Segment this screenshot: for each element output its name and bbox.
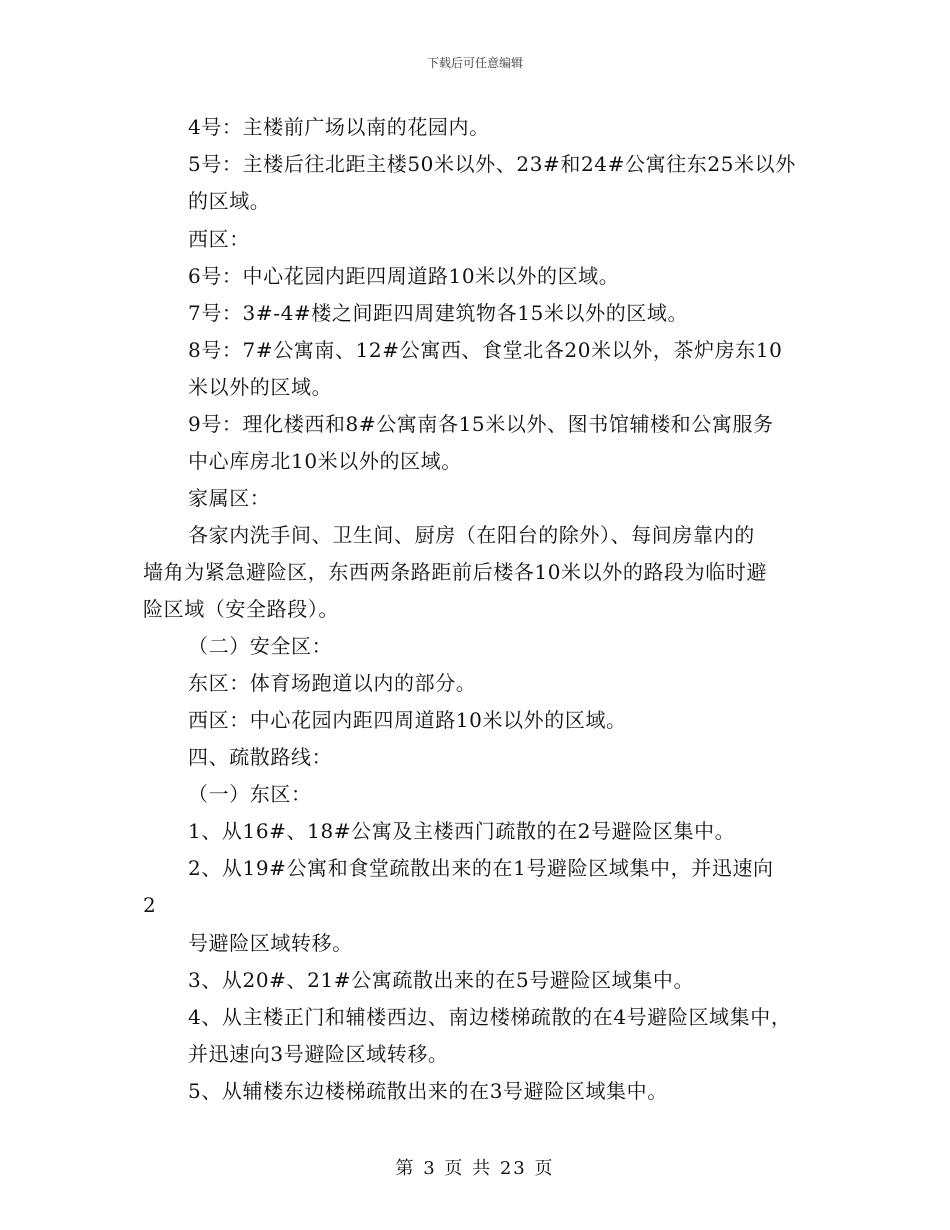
- text-line: 四、疏散路线：: [188, 745, 333, 769]
- text-line: 1、从16#、18#公寓及主楼西门疏散的在2号避险区集中。: [188, 819, 736, 843]
- text-line: 8号：7#公寓南、12#公寓西、食堂北各20米以外，茶炉房东10: [188, 338, 783, 362]
- text-line: 墙角为紧急避险区，东西两条路距前后楼各10米以外的路段为临时避: [143, 560, 768, 584]
- text-line: 东区：体育场跑道以内的部分。: [188, 671, 477, 695]
- text-line: 6号：中心花园内距四周道路10米以外的区域。: [188, 264, 620, 288]
- text-line: 西区：中心花园内距四周道路10米以外的区域。: [188, 708, 627, 732]
- text-line: 2: [143, 893, 157, 917]
- text-line: 5、从辅楼东边楼梯疏散出来的在3号避险区域集中。: [188, 1079, 668, 1103]
- text-line: 各家内洗手间、卫生间、厨房（在阳台的除外）、每间房靠内的: [188, 523, 755, 547]
- text-line: 西区：: [188, 227, 250, 251]
- page-header: 下载后可任意编辑: [426, 56, 523, 70]
- text-line: 9号：理化楼西和8#公寓南各15米以外、图书馆辅楼和公寓服务: [188, 412, 774, 436]
- text-line: 险区域（安全路段）。: [143, 597, 339, 621]
- text-line: 并迅速向3号避险区域转移。: [188, 1042, 449, 1066]
- text-line: （二）安全区：: [188, 634, 333, 658]
- text-line: 米以外的区域。: [188, 375, 333, 399]
- text-line: 中心库房北10米以外的区域。: [188, 449, 462, 473]
- text-line: 号避险区域转移。: [188, 931, 353, 955]
- text-line: 3、从20#、21#公寓疏散出来的在5号避险区域集中。: [188, 968, 695, 992]
- text-line: 家属区：: [188, 486, 271, 510]
- text-line: 的区域。: [188, 189, 271, 213]
- text-line: 4、从主楼正门和辅楼西边、南边楼梯疏散的在4号避险区域集中，: [188, 1005, 792, 1029]
- page-footer: 第 3 页 共 23 页: [395, 1158, 555, 1179]
- text-line: （一）东区：: [188, 782, 312, 806]
- text-line: 7号：3#-4#楼之间距四周建筑物各15米以外的区域。: [188, 301, 689, 325]
- text-line: 2、从19#公寓和食堂疏散出来的在1号避险区域集中，并迅速向: [188, 856, 774, 880]
- text-line: 5号：主楼后往北距主楼50米以外、23#和24#公寓往东25米以外: [188, 152, 796, 176]
- text-line: 4号：主楼前广场以南的花园内。: [188, 115, 490, 139]
